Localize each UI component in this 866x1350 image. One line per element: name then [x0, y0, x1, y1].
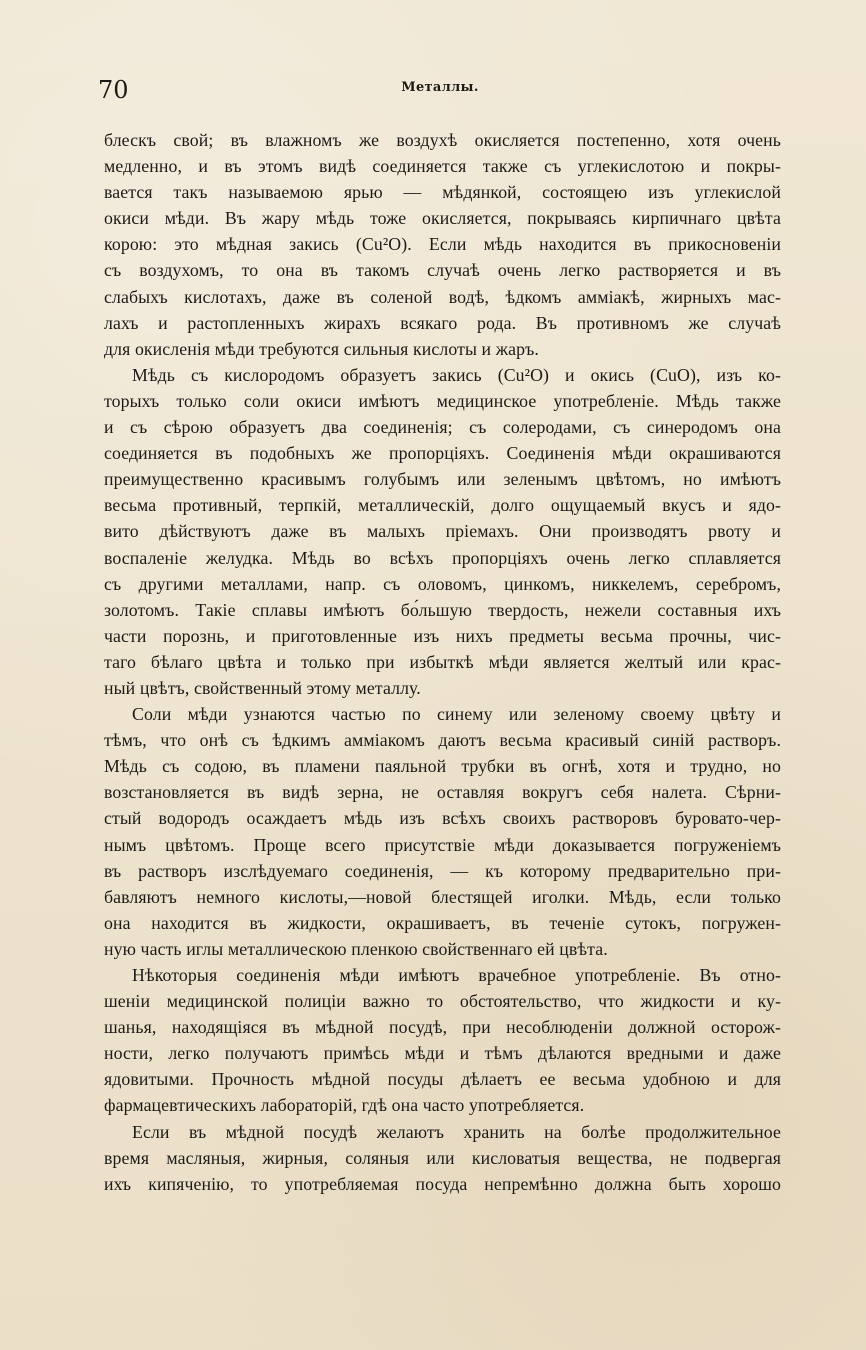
text-line: ности, легко получаютъ примѣсь мѣди и тѣмъ дѣлаются вредными и даже	[104, 1043, 781, 1064]
paragraph-1	[104, 127, 781, 362]
text-line: съ другими металлами, напр. съ оловомъ, цинкомъ, никкелемъ, серебромъ,	[104, 573, 781, 594]
text-line: вается такъ называемою ярью — мѣдянкой, состоящею изъ углекислой	[104, 182, 781, 203]
text-line: бавляютъ немного кислоты,—новой блестящей иголки. Мѣдь, если только	[104, 886, 781, 907]
text-line: медленно, и въ этомъ видѣ соединяется также съ углекислотою и покры-	[104, 156, 781, 177]
page-number: 70	[98, 76, 129, 104]
text-line: возстановляется въ видѣ зерна, не оставляя вокругъ себя налета. Сѣрни-	[104, 782, 781, 803]
running-title: Металлы.	[401, 80, 479, 95]
body-text	[104, 127, 781, 1197]
text-line: время масляныя, жирныя, соляныя или кисловатыя вещества, не подвергая	[104, 1147, 781, 1168]
text-line: блескъ свой; въ влажномъ же воздухѣ окисляется постепенно, хотя очень	[104, 130, 781, 150]
text-line: и съ сѣрою образуетъ два соединенія; съ солеродами, съ синеродомъ она	[104, 417, 781, 438]
text-line: ядовитыми. Прочность мѣдной посуды дѣлаетъ ее весьма удобною и для	[104, 1069, 781, 1090]
paragraph-2	[104, 362, 781, 701]
text-line: Если въ мѣдной посудѣ желаютъ хранить на болѣе продолжительное	[132, 1121, 781, 1142]
text-line: ный цвѣтъ, свойственный этому металлу.	[104, 677, 421, 698]
text-line: съ воздухомъ, то она въ такомъ случаѣ очень легко растворяется и въ	[104, 260, 781, 281]
text-line: ихъ кипяченію, то употребляемая посуда непремѣнно должна быть хорошо	[104, 1173, 781, 1194]
text-line: Нѣкоторыя соединенія мѣди имѣютъ врачебное употребленіе. Въ отно-	[132, 965, 781, 985]
text-line: окиси мѣди. Въ жару мѣдь тоже окисляется, покрываясь кирпичнаго цвѣта	[104, 208, 781, 229]
text-line: весьма противный, терпкій, металлическій, долго ощущаемый вкусъ и ядо-	[104, 495, 781, 516]
text-line: тѣмъ, что онѣ съ ѣдкимъ амміакомъ даютъ весьма красивый синій растворъ.	[104, 730, 781, 751]
text-line: шеніи медицинской полиціи важно то обстоятельство, что жидкости и ку-	[104, 991, 781, 1012]
text-line: золотомъ. Такіе сплавы имѣютъ бо́льшую твердость, нежели составныя ихъ	[104, 599, 781, 620]
text-line: Мѣдь съ кислородомъ образуетъ закись (Cu²O) и окись (CuO), изъ ко-	[132, 364, 781, 385]
text-line: въ растворъ изслѣдуемаго соединенія, — къ которому предварительно при-	[104, 860, 781, 881]
text-line: стый водородъ осаждаетъ мѣдь изъ всѣхъ своихъ растворовъ буровато-чер-	[104, 808, 781, 829]
text-line: она находится въ жидкости, окрашиваетъ, въ теченіе сутокъ, погружен-	[104, 912, 781, 933]
text-line: слабыхъ кислотахъ, даже въ соленой водѣ, ѣдкомъ амміакѣ, жирныхъ мас-	[104, 286, 781, 307]
paragraph-4	[104, 962, 781, 1119]
text-line: Соли мѣди узнаются частью по синему или зеленому своему цвѣту и	[132, 704, 781, 725]
text-line: таго бѣлаго цвѣта и только при избыткѣ мѣди является желтый или крас-	[104, 651, 781, 672]
text-line: лахъ и растопленныхъ жирахъ всякаго рода. Въ противномъ же случаѣ	[104, 312, 781, 333]
text-line: преимущественно красивымъ голубымъ или зеленымъ цвѣтомъ, но имѣютъ	[104, 469, 781, 490]
paragraph-5	[104, 1119, 781, 1197]
text-line: торыхъ только соли окиси имѣютъ медицинское употребленіе. Мѣдь также	[104, 390, 781, 411]
paragraph-3	[104, 701, 781, 962]
page-header	[98, 74, 782, 110]
text-line: части порознь, и приготовленные изъ нихъ предметы весьма прочны, чис-	[104, 625, 781, 646]
text-line: шанья, находящіяся въ мѣдной посудѣ, при несоблюденіи должной осторож-	[104, 1017, 781, 1038]
text-line: Мѣдь съ содою, въ пламени паяльной трубки въ огнѣ, хотя и трудно, но	[104, 756, 781, 777]
text-line: для окисленія мѣди требуются сильныя кислоты и жаръ.	[104, 338, 539, 359]
text-line: нымъ цвѣтомъ. Проще всего присутствіе мѣди доказывается погруженіемъ	[104, 834, 781, 855]
text-line: вито дѣйствуютъ даже въ малыхъ пріемахъ. Они производятъ рвоту и	[104, 521, 781, 542]
text-line: соединяется въ подобныхъ же пропорціяхъ. Соединенія мѣди окрашиваются	[104, 443, 781, 464]
text-line: корою: это мѣдная закись (Cu²O). Если мѣдь находится въ прикосновеніи	[104, 234, 781, 255]
text-line: фармацевтическихъ лабораторій, гдѣ она часто употребляется.	[104, 1095, 585, 1116]
text-line: воспаленіе желудка. Мѣдь во всѣхъ пропорціяхъ очень легко сплавляется	[104, 547, 781, 568]
text-line: ную часть иглы металлическою пленкою свойственнаго ей цвѣта.	[104, 938, 608, 959]
